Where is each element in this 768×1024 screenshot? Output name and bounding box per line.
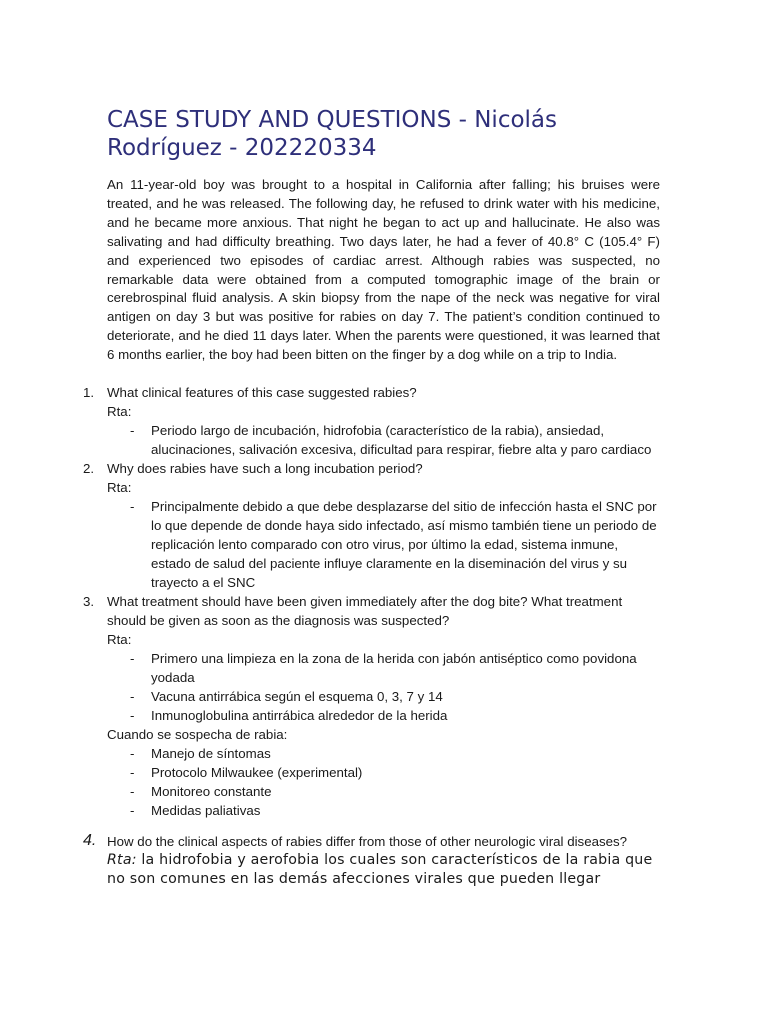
answer-bullet (130, 649, 660, 687)
bullet-text: Medidas paliativas (151, 803, 261, 819)
question-number: 1. (83, 385, 95, 401)
answer-4 (107, 851, 660, 889)
bullet-dash: - (130, 708, 135, 724)
bullet-dash: - (130, 651, 135, 667)
bullet-dash: - (130, 784, 135, 800)
rta-label: Rta: (107, 480, 132, 496)
bullet-dash: - (130, 765, 135, 781)
bullet-dash: - (130, 746, 135, 762)
question-1 (83, 383, 660, 459)
bullet-text: Principalmente debido a que debe desplazarse del sitio de infección hasta el SNC por lo que depende de donde haya sido infectado, así mismo también tiene un periodo de replicación lento comparado con otro virus, por último la edad, sistema inmune, estado de salud del paciente influye claramente en la diseminación del virus y su trayecto a el SNC (151, 499, 657, 591)
answer-bullet (130, 763, 660, 782)
bullet-dash: - (130, 689, 135, 705)
question-4 (83, 832, 660, 889)
bullet-text: Protocolo Milwaukee (experimental) (151, 765, 363, 781)
question-text: What treatment should have been given immediately after the dog bite? What treatment should be given as soon as the diagnosis was suspected? (107, 594, 623, 629)
bullet-dash: - (130, 423, 135, 439)
question-number: 4. (83, 832, 97, 850)
answer-bullet (130, 801, 660, 820)
answer-bullet (130, 744, 660, 763)
answer-bullet (130, 687, 660, 706)
question-number: 2. (83, 461, 95, 477)
question-text: How do the clinical aspects of rabies differ from those of other neurologic viral diseases? (107, 834, 628, 850)
rta-label: Rta: (107, 404, 132, 420)
answer-bullets (107, 497, 660, 592)
suspected-subheading: Cuando se sospecha de rabia: (107, 727, 288, 743)
document-page (83, 106, 660, 889)
answer-bullets (107, 421, 660, 459)
bullet-text: Monitoreo constante (151, 784, 272, 800)
question-number: 3. (83, 594, 95, 610)
bullet-text: Primero una limpieza en la zona de la herida con jabón antiséptico como povidona yodada (151, 651, 637, 686)
answer-bullet (130, 497, 660, 592)
question-list (83, 383, 660, 889)
answer-bullets (107, 649, 660, 725)
answer-bullet (130, 421, 660, 459)
question-2 (83, 459, 660, 592)
bullet-dash: - (130, 499, 135, 515)
case-paragraph: An 11-year-old boy was brought to a hospital in California after falling; his bruises were treated, and he was released. The following day, he refused to drink water with his medicine, and he became more anxious. That night he began to act up and hallucinate. He also was salivating and had difficulty breathing. Two days later, he had a fever of 40.8° C (105.4° F) and experienced two episodes of cardiac arrest. Although rabies was suspected, no remarkable data were obtained from a computed tomographic image of the brain or cerebrospinal fluid analysis. A skin biopsy from the nape of the neck was negative for viral antigen on day 3 but was positive for rabies on day 7. The patient’s condition continued to deteriorate, and he died 11 days later. When the parents were questioned, it was learned that 6 months earlier, the boy had been bitten on the finger by a dog while on a trip to India. (107, 177, 660, 363)
question-text: Why does rabies have such a long incubation period? (107, 461, 423, 477)
question-3 (83, 592, 660, 820)
question-text: What clinical features of this case suggested rabies? (107, 385, 417, 401)
rta-label: Rta: (107, 632, 132, 648)
answer-text: la hidrofobia y aerofobia los cuales son característicos de la rabia que no son comunes en las demás afecciones virales que pueden llegar (107, 852, 653, 888)
bullet-text: Manejo de síntomas (151, 746, 271, 762)
bullet-text: Inmunoglobulina antirrábica alrededor de la herida (151, 708, 448, 724)
suspected-bullets (107, 744, 660, 820)
bullet-text: Periodo largo de incubación, hidrofobia (característico de la rabia), ansiedad, alucinaciones, salivación excesiva, dificultad para respirar, fiebre alta y paro cardiaco (151, 423, 652, 458)
bullet-dash: - (130, 803, 135, 819)
document-title: CASE STUDY AND QUESTIONS - Nicolás Rodríguez - 202220334 (107, 107, 558, 161)
answer-bullet (130, 706, 660, 725)
answer-bullet (130, 782, 660, 801)
bullet-text: Vacuna antirrábica según el esquema 0, 3, 7 y 14 (151, 689, 443, 705)
rta-label: Rta: (107, 852, 137, 869)
